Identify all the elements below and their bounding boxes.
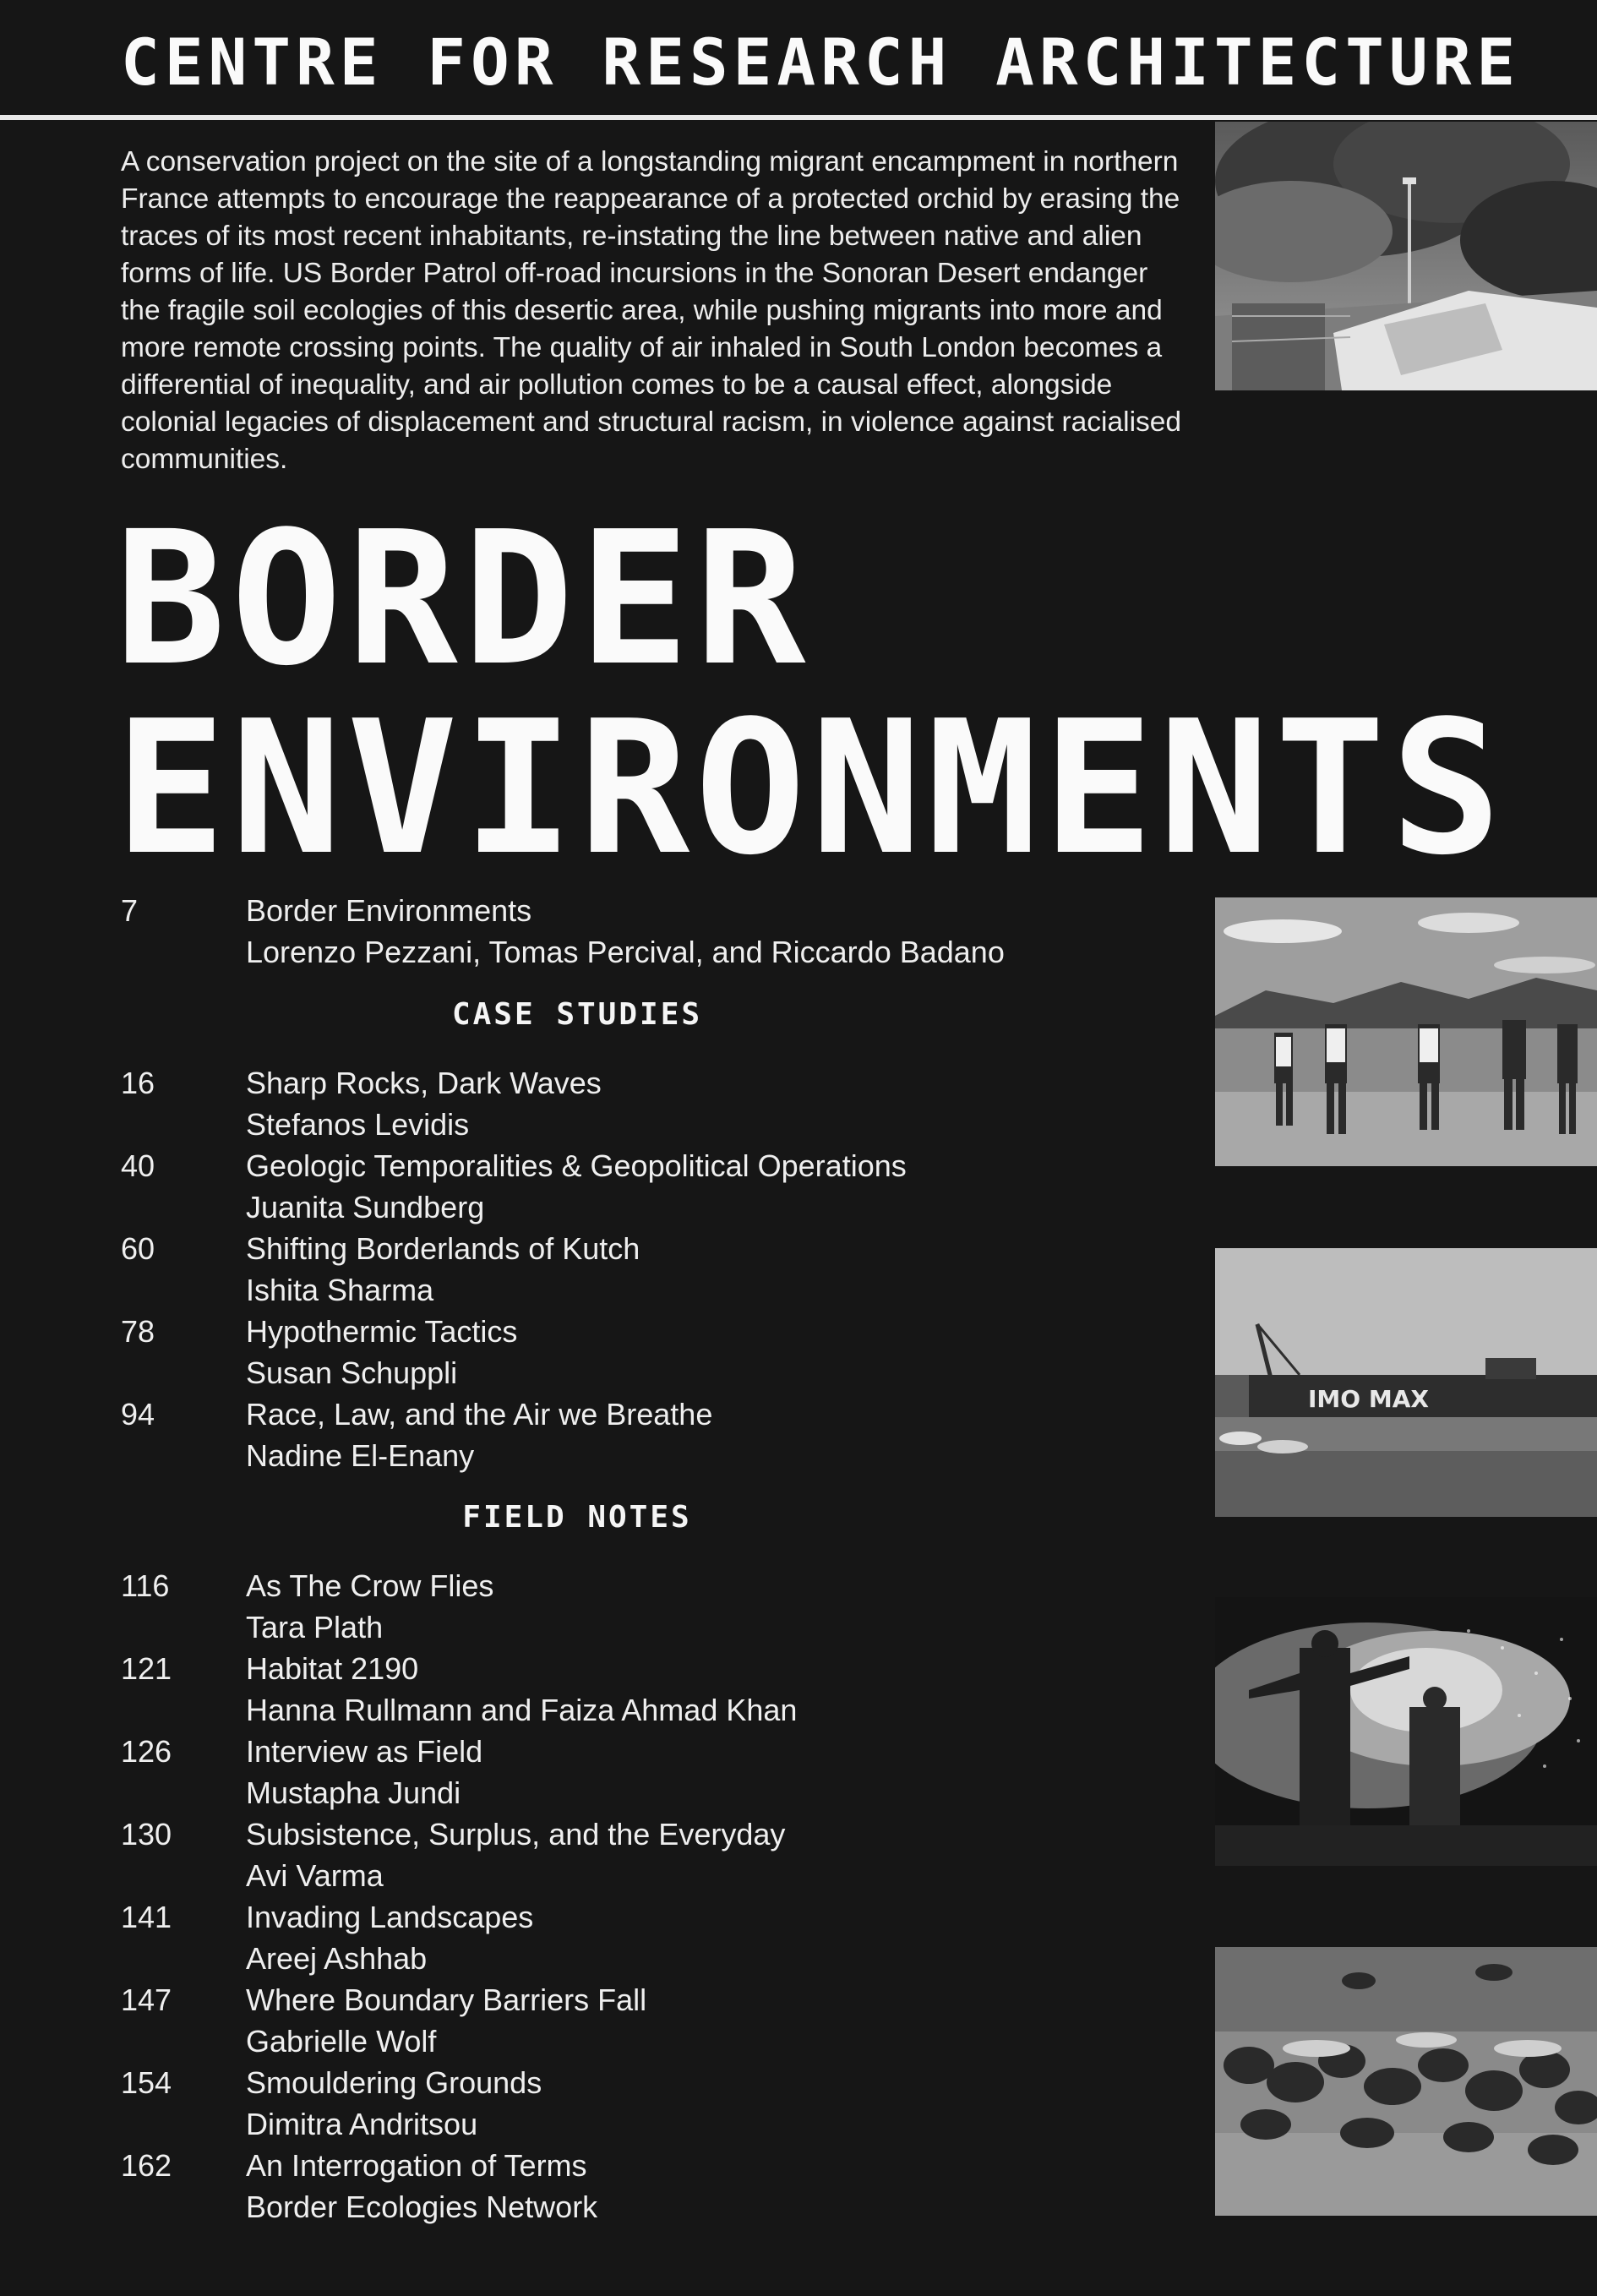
toc-entry[interactable] (121, 890, 1169, 973)
toc-entry[interactable] (121, 1979, 1169, 2062)
toc-title: Interview as Field (246, 1734, 483, 1769)
toc-author: Mustapha Jundi (246, 1775, 461, 1810)
ship-hull-text: IMO MAX (1308, 1385, 1429, 1413)
toc-title: Sharp Rocks, Dark Waves (246, 1066, 602, 1100)
photo-desert-crowd (1215, 897, 1597, 1166)
toc-page-number: 60 (121, 1231, 155, 1266)
header-divider (0, 115, 1597, 120)
toc-author: Susan Schuppli (246, 1355, 458, 1390)
toc-author: Tara Plath (246, 1610, 384, 1644)
toc-title: Hypothermic Tactics (246, 1314, 518, 1349)
header-title: CENTRE FOR RESEARCH ARCHITECTURE (121, 25, 1521, 100)
toc-entry[interactable] (121, 1145, 1169, 1228)
page-title-line-1: BORDER (115, 493, 811, 706)
toc-page-number: 121 (121, 1651, 172, 1686)
toc-title: Invading Landscapes (246, 1900, 534, 1934)
toc-page-number: 78 (121, 1314, 155, 1349)
toc-entry[interactable] (121, 1813, 1169, 1896)
toc-page-number: 141 (121, 1900, 172, 1934)
toc-page-number: 94 (121, 1397, 155, 1432)
toc-entry[interactable] (121, 1228, 1169, 1311)
toc-author: Hanna Rullmann and Faiza Ahmad Khan (246, 1693, 798, 1727)
photo-ship-harbour (1215, 1248, 1597, 1517)
toc-entry[interactable] (121, 2145, 1169, 2228)
intro-paragraph: A conservation project on the site of a longstanding migrant encampment in northern France attempts to encourage the reappearance of a protected orchid by erasing the traces of its most recent inhabitants, re-instating the line between native and alien forms of life. US Border Patrol off-road incursions in the Sonoran Desert endanger the fragile soil ecologies of this desertic area, while pushing migrants into more and more remote crossing points. The quality of air inhaled in South London becomes a differential of inequality, and air pollution comes to be a causal effect, alongside colonial legacies of displacement and structural racism, in violence against racialised communities. (121, 146, 1182, 475)
photo-water-spray (1215, 1597, 1597, 1866)
page-title-line-2: ENVIRONMENTS (115, 682, 1507, 896)
photo-camp-smoke (1215, 122, 1597, 390)
toc-title: Geologic Temporalities & Geopolitical Operations (246, 1148, 907, 1183)
toc-entry[interactable] (121, 1062, 1169, 1145)
toc-author: Lorenzo Pezzani, Tomas Percival, and Riccardo Badano (246, 935, 1005, 969)
toc-entry[interactable] (121, 1648, 1169, 1731)
toc-page-number: 130 (121, 1817, 172, 1852)
toc-entry[interactable] (121, 1896, 1169, 1979)
toc-page-number: 7 (121, 893, 139, 928)
toc-page-number: 40 (121, 1148, 155, 1183)
section-heading-field-notes: FIELD NOTES (462, 1500, 692, 1535)
toc-author: Border Ecologies Network (246, 2190, 598, 2224)
toc-author: Stefanos Levidis (246, 1107, 470, 1142)
photo-birds-flock (1215, 1947, 1597, 2216)
toc-title: Where Boundary Barriers Fall (246, 1982, 647, 2017)
toc-entry[interactable] (121, 1393, 1169, 1476)
toc-title: Smouldering Grounds (246, 2065, 542, 2100)
toc-author: Avi Varma (246, 1858, 384, 1893)
toc-page-number: 126 (121, 1734, 172, 1769)
toc-author: Gabrielle Wolf (246, 2024, 437, 2059)
toc-title: Border Environments (246, 893, 532, 928)
toc-author: Juanita Sundberg (246, 1190, 485, 1224)
toc-author: Nadine El-Enany (246, 1438, 475, 1473)
toc-author: Dimitra Andritsou (246, 2107, 478, 2141)
toc-author: Areej Ashhab (246, 1941, 428, 1976)
toc-title: Habitat 2190 (246, 1651, 419, 1686)
toc-page-number: 154 (121, 2065, 172, 2100)
toc-page-number: 147 (121, 1982, 172, 2017)
toc-page-number: 16 (121, 1066, 155, 1100)
toc-entry[interactable] (121, 1565, 1169, 1648)
toc-title: An Interrogation of Terms (246, 2148, 587, 2183)
toc-page-number: 162 (121, 2148, 172, 2183)
toc-title: Race, Law, and the Air we Breathe (246, 1397, 713, 1432)
toc-page-number: 116 (121, 1568, 170, 1603)
page-title (115, 493, 1507, 896)
toc-title: Subsistence, Surplus, and the Everyday (246, 1817, 786, 1852)
toc-entry[interactable] (121, 1731, 1169, 1813)
toc-title: Shifting Borderlands of Kutch (246, 1231, 640, 1266)
section-heading-case-studies: CASE STUDIES (451, 997, 703, 1032)
toc-entry[interactable] (121, 2062, 1169, 2145)
toc-author: Ishita Sharma (246, 1273, 434, 1307)
toc-title: As The Crow Flies (246, 1568, 494, 1603)
header-bar (0, 0, 1597, 115)
toc-entry[interactable] (121, 1311, 1169, 1393)
